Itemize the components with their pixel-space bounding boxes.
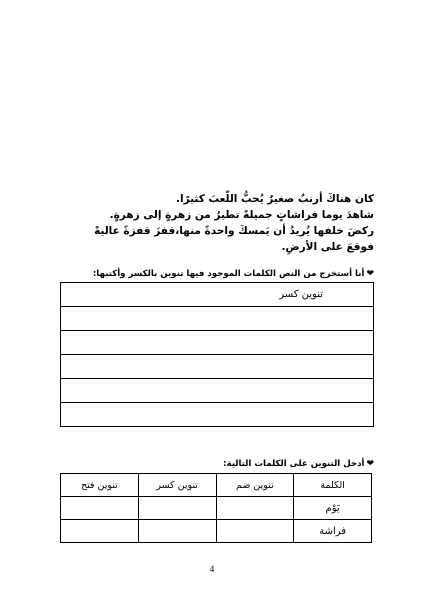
answer-cell[interactable] bbox=[61, 520, 139, 543]
table-cell[interactable] bbox=[61, 307, 374, 331]
exercise2-instruction-text: أدخل التنوين على الكلمات التالية: bbox=[223, 459, 365, 469]
table-cell[interactable] bbox=[61, 403, 374, 427]
word-cell: يَوْم bbox=[294, 497, 372, 520]
story-line-3: ركضَ خلفها يُريدُ أن يَمسكَ واحدةً منها،قفزَ قفزةً عاليةً bbox=[94, 225, 374, 237]
table-row bbox=[61, 403, 374, 427]
answer-cell[interactable] bbox=[61, 497, 139, 520]
heart-icon: ❤ bbox=[366, 269, 374, 279]
answer-cell[interactable] bbox=[138, 497, 216, 520]
header-tanween-fath: تنوين فتح bbox=[61, 474, 139, 497]
header-tanween-kasr: تنوين كسر bbox=[138, 474, 216, 497]
answer-cell[interactable] bbox=[216, 520, 294, 543]
header-tanween-damm: تنوين ضم bbox=[216, 474, 294, 497]
table-cell[interactable] bbox=[61, 355, 374, 379]
table-row bbox=[61, 520, 372, 543]
table-row bbox=[61, 307, 374, 331]
answer-cell[interactable] bbox=[216, 497, 294, 520]
table-cell[interactable]: تنوين كسر bbox=[61, 283, 374, 307]
table-row bbox=[61, 355, 374, 379]
word-cell: فراشة bbox=[294, 520, 372, 543]
story-line-1: كان هناكَ أرنبٌ صغيرٌ يُحبُّ اللّعبَ كثيرًا. bbox=[176, 193, 374, 205]
table-cell[interactable] bbox=[61, 331, 374, 355]
story-paragraph bbox=[60, 191, 374, 255]
table-row bbox=[61, 379, 374, 403]
exercise2-instruction bbox=[60, 459, 374, 469]
table-header-row bbox=[61, 474, 372, 497]
story-line-4: فوقعَ على الأرضِ. bbox=[281, 241, 374, 253]
story-line-2: شاهدَ يوما فراشاتٍ جميلةً تطيرُ من زهرةٍ إلى زهرةٍ. bbox=[109, 209, 374, 221]
table-row bbox=[61, 283, 374, 307]
exercise2-table bbox=[60, 473, 372, 543]
header-word: الكلمة bbox=[294, 474, 372, 497]
table-cell[interactable] bbox=[61, 379, 374, 403]
table-row bbox=[61, 331, 374, 355]
page-number: 4 bbox=[209, 564, 215, 574]
exercise1-instruction bbox=[60, 269, 374, 279]
heart-icon: ❤ bbox=[366, 459, 374, 469]
table-row bbox=[61, 497, 372, 520]
answer-cell[interactable] bbox=[138, 520, 216, 543]
exercise1-table bbox=[60, 282, 374, 427]
exercise1-instruction-text: أنا أستخرج من النص الكلمات الموجود فيها تنوين بالكسر وأكتبها: bbox=[92, 269, 365, 279]
